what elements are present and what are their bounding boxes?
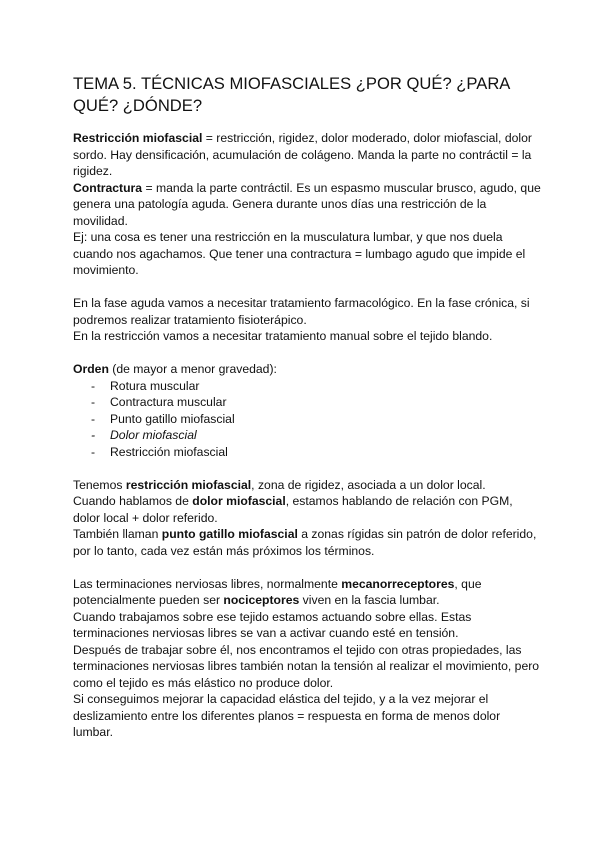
paragraph-orden — [73, 361, 543, 378]
paragraph-text: Cuando hablamos de — [73, 494, 193, 508]
term-nociceptores: nociceptores — [223, 593, 300, 607]
paragraph-restriccion — [73, 130, 543, 180]
paragraph-text: , zona de rigidez, asociada a un dolor local. — [251, 477, 486, 492]
paragraph-text: = manda la parte contráctil. Es un espasmo muscular brusco, agudo, que genera una patología aguda. Genera durante unos días una restricción de la movilidad. — [73, 180, 541, 228]
term-punto-gatillo: punto gatillo miofascial — [161, 527, 298, 541]
list-item: - Punto gatillo miofascial — [73, 411, 543, 428]
paragraph-text: = restricción, rigidez, dolor moderado, dolor miofascial, dolor sordo. Hay densificación, acumulación de colágeno. Manda la parte no contráctil = la rigidez. — [73, 131, 532, 178]
list-item: - Dolor miofascial — [73, 427, 543, 444]
severity-list — [73, 378, 543, 461]
paragraph-text: Tenemos — [73, 477, 126, 492]
paragraph-fase: En la fase aguda vamos a necesitar tratamiento farmacológico. En la fase crónica, si podremos realizar tratamiento fisioterápico. — [73, 296, 530, 327]
paragraph-punto-gatillo — [73, 526, 543, 559]
paragraph-conclusion: Si conseguimos mejorar la capacidad elástica del tejido, y a la vez mejorar el deslizamiento entre los diferentes planos = respuesta en forma de menos dolor lumbar. — [73, 692, 501, 739]
paragraph-text: , que potencialmente pueden ser — [73, 576, 482, 607]
paragraph-tenemos — [73, 477, 543, 494]
list-item: - Contractura muscular — [73, 394, 543, 411]
term-dolor-miofascial: dolor miofascial — [192, 494, 286, 508]
paragraph-text: Las terminaciones nerviosas libres, normalmente — [73, 576, 342, 591]
paragraph-contractura — [73, 180, 543, 230]
term-orden: Orden — [73, 362, 109, 376]
paragraph-text: viven en la fascia lumbar. — [299, 593, 440, 607]
term-restriccion-miofascial: Restricción miofascial — [73, 131, 203, 145]
paragraph-text: También llaman — [73, 527, 162, 541]
paragraph-trabajamos: Cuando trabajamos sobre ese tejido estamos actuando sobre ellas. Estas terminaciones nerviosas libres se van a activar cuando esté en tensión. — [73, 609, 472, 640]
spacer — [73, 279, 543, 296]
term-contractura: Contractura — [73, 180, 143, 195]
spacer — [73, 345, 543, 362]
list-item: - Restricción miofascial — [73, 444, 543, 461]
paragraph-despues: Después de trabajar sobre él, nos encontramos el tejido con otras propiedades, las terminaciones nerviosas libres también notan la tensión al realizar el movimiento, pero como el tejido es más elástico no produce dolor. — [73, 642, 540, 690]
paragraph-ejemplo: Ej: una cosa es tener una restricción en la musculatura lumbar, y que nos duela cuando nos agachamos. Que tener una contractura = lumbago agudo que impide el movimiento. — [73, 230, 526, 277]
paragraph-dolor — [73, 493, 543, 526]
paragraph-text: , estamos hablando de relación con PGM, dolor local + dolor referido. — [73, 494, 513, 525]
paragraph-text: (de mayor a menor gravedad): — [108, 362, 277, 376]
document-body — [73, 130, 543, 741]
page-title: TEMA 5. TÉCNICAS MIOFASCIALES ¿POR QUÉ? ¿PARA QUÉ? ¿DÓNDE? — [73, 74, 510, 115]
paragraph-terminaciones — [73, 576, 543, 609]
paragraph-text: a zonas rígidas sin patrón de dolor referido, por lo tanto, cada vez están más próximos los términos. — [73, 527, 537, 558]
spacer — [73, 460, 543, 477]
term-mecanorreceptores: mecanorreceptores — [341, 576, 455, 591]
spacer — [73, 559, 543, 576]
term-restriccion-miofascial: restricción miofascial — [125, 477, 252, 492]
list-item: - Rotura muscular — [73, 378, 543, 395]
paragraph-tratamiento: En la restricción vamos a necesitar tratamiento manual sobre el tejido blando. — [73, 329, 493, 343]
